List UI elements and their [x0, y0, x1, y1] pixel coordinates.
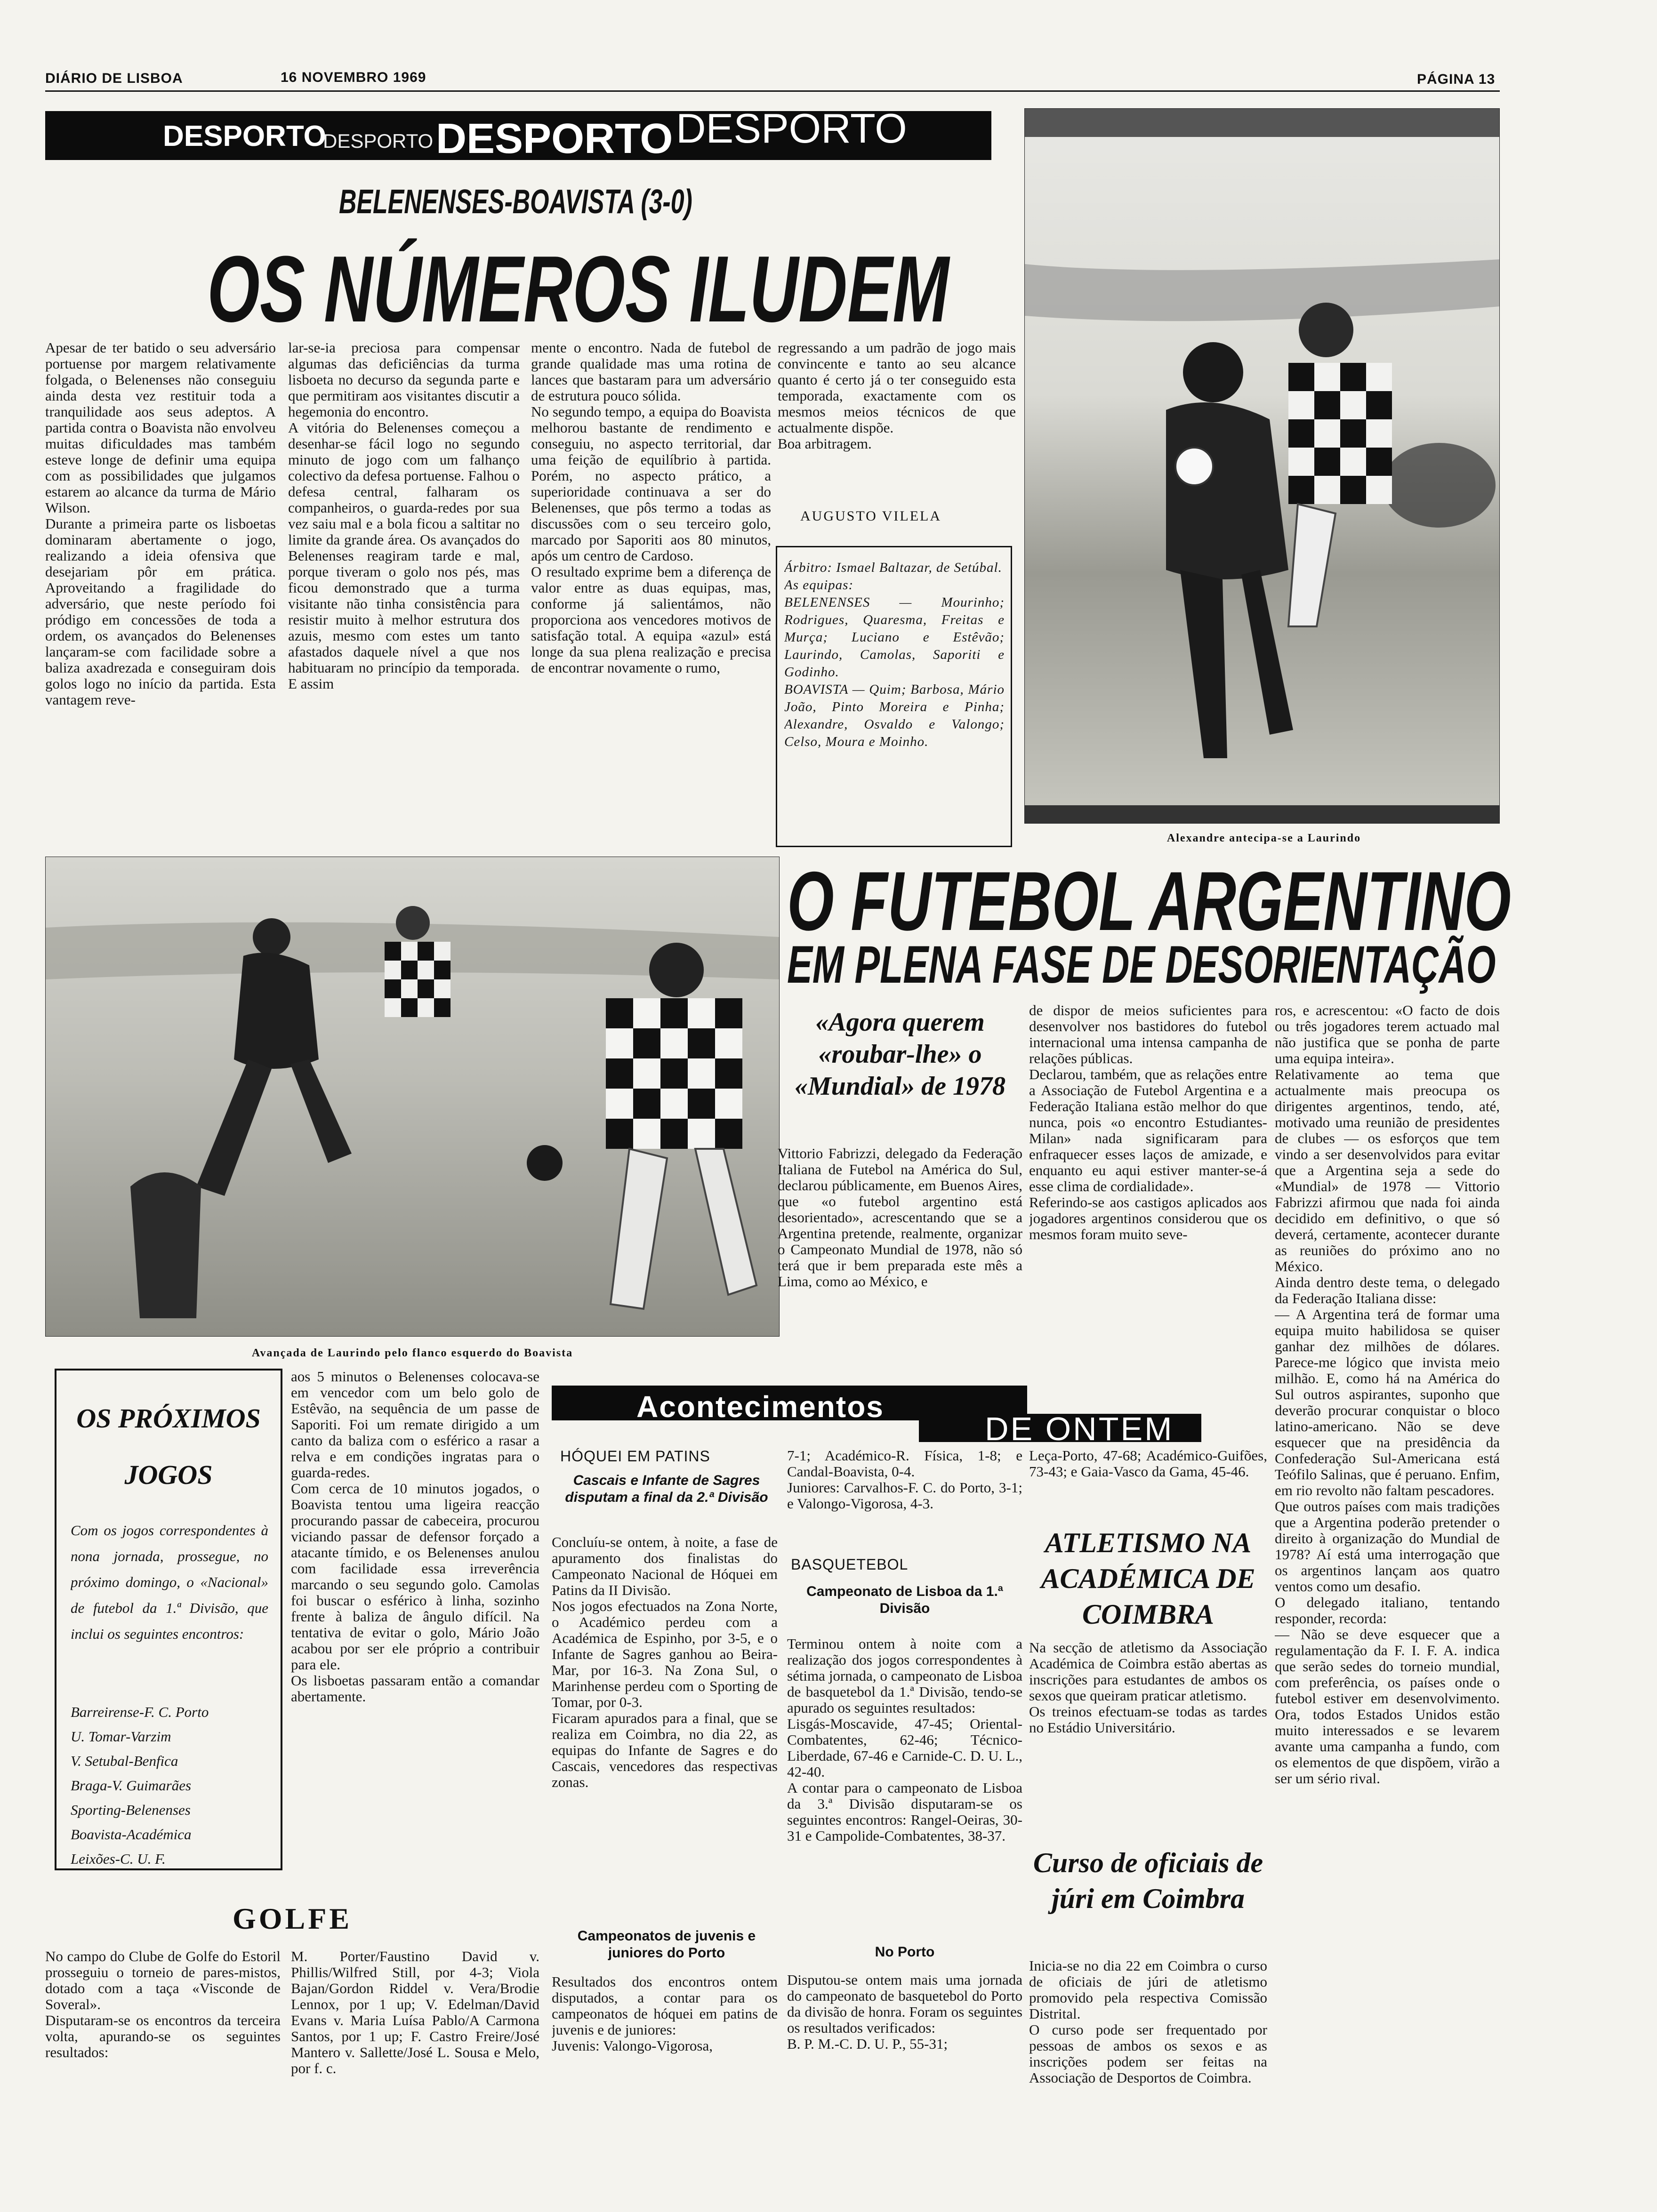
basquetebol-text: Terminou ontem à noite com a realização dos jogos correspondentes à sétima jornada, o campeonato de Lisboa de basquetebol da 1.ª Divisão, tendo-se apurado os seguintes resultados: Lisgás-Moscavide, 47-45; Oriental-Combatentes, 62-46; Técnico-Liberdade, 67-46 e Carnide-C. D. U. L., 42-40. A contar para o campeonato de Lisboa da 3.ª Divisão disputaram-se os seguintes encontros: Rangel-Oeiras, 30-31 e Campolide-Combatentes, 38-37. [787, 1636, 1022, 1844]
acontecimentos-banner [552, 1386, 1201, 1447]
banner-text-3: DESPORTO [436, 115, 673, 160]
masthead-page-number: PÁGINA 13 [1417, 72, 1496, 87]
article2-column-3: ros, e acrescentou: «O facto de dois ou três jogadores terem actuado mal não justifica que se ponha de parte uma equipa inteira». Relativamente ao tema que actualmente mais preocupa os dirigentes argentinos, tendo, até, motivado uma reunião de presidentes de clubes — os esforços que tem vindo a ser desenvolvidos para evitar que a Argentina seja a sede do «Mundial» de 1978 — Vittorio Fabrizzi afirmou que nada foi ainda decidido em definitivo, o que só deverá, certamente, acontecer durante as reuniões do próximo ano no México. Ainda dentro deste tema, o delegado da Federação Italiana disse: — A Argentina terá de formar uma equipa muito habilidosa se quiser ganhar dez milhões de dólares. Parece-me lógico que invista meio milhão. E, como há na América do Sul outros aspirantes, suponho que deverão procurar conquistar o bloco latino-americano. Não se deve esquecer que na presidência da Confederação Sul-Americana está Teófilo Salinas, que é peruano. Enfim, em rio revolto não faltam pescadores. Que outros países com mais tradições que a Argentina poderão pretender o direito à organização do Mundial de 1978? Aí está uma interrogação que os argentinos lançam aos quatro ventos como um desafio. O delegado italiano, tentando responder, recorda: — Não se deve esquecer que a regulamentação da F. I. F. A. indica que serão sedes do torneio mundial, com preferência, os países onde o futebol estiver em desenvolvimento. Ora, todos Estados Unidos estão muito interessados e se levarem avante uma campanha a fundo, com os elementos de que dispõem, virão a ser um sério rival. [1275, 1002, 1500, 1787]
masthead-rule [45, 90, 1500, 92]
proximos-intro: Com os jogos correspondentes à nona jornada, prossegue, no próximo domingo, o «Nacional» de futebol da 1.ª Divisão, que inclui os seguintes encontros: [71, 1522, 268, 1642]
golfe-title: GOLFE [232, 1902, 353, 1935]
article1-author: AUGUSTO VILELA [800, 508, 942, 524]
hoquei-text: Concluíu-se ontem, à noite, a fase de apuramento dos finalistas do Campeonato Nacional de Hóquei em Patins da II Divisão. Nos jogos efectuados na Zona Norte, o Académico perdeu com a Académica de Espinho, por 3-5, e o Infante de Sagres ganhou ao Beira-Mar, por 16-3. Na Zona Sul, o Marinhense perdeu com o Sporting de Tomar, por 0-3. Ficaram apurados para a final, que se realiza em Coimbra, no dia 22, as equipas do Infante de Sagres e do Cascais, vencedores das respectivas zonas. [552, 1534, 778, 1790]
article1-headline: OS NÚMEROS ILUDEM [207, 237, 949, 342]
basquetebol-section-title: BASQUETEBOL [791, 1556, 909, 1573]
game-item: Sporting-Belenenses [71, 1802, 191, 1818]
game-item: Barreirense-F. C. Porto [71, 1704, 209, 1720]
photo-match-illustration [46, 857, 780, 1337]
game-item: Braga-V. Guimarães [71, 1777, 192, 1794]
photo-laurindo-avancada [45, 857, 780, 1337]
basquetebol-subheadline: Campeonato de Lisboa da 1.ª Divisão [806, 1584, 1003, 1616]
banner-text-4: DESPORTO [676, 111, 907, 152]
acontecimentos-title: Acontecimentos [636, 1390, 884, 1424]
hoquei-subheadline: Cascais e Infante de Sagres disputam a final da 2.ª Divisão [565, 1473, 768, 1505]
banner-text-2: DESPORTO [323, 130, 434, 152]
game-item: V. Setubal-Benfica [71, 1753, 178, 1769]
proximos-title-1: OS PRÓXIMOS [76, 1403, 261, 1434]
article1-column-3: mente o encontro. Nada de futebol de grande qualidade mas uma rotina de lances que bastaram para um adversário de estrutura pouco sólida. No segundo tempo, a equipa do Boavista melhorou bastante de rendimento e conseguiu, no aspecto territorial, dar uma feição de equilíbrio à partida. Porém, no aspecto prático, a superioridade continuava a ser do Belenenses, que pôs termo a todas as discussões com o seu terceiro golo, marcado por Saporiti aos 80 minutos, após um centro de Cardoso. O resultado exprime bem a diferença de valor entre as duas equipas, mas, conforme já salientámos, não proporciona aos vencedores motivos de satisfação total. A equipa «azul» está longe da sua plena realização e precisa de encontrar novamente o rumo, [531, 340, 771, 676]
article1-kicker: BELENENSES-BOAVISTA (3-0) [339, 183, 692, 221]
checkered-shirt-left [385, 942, 450, 1017]
basquetebol-results-continued: Leça-Porto, 47-68; Académico-Guifões, 73-43; e Gaia-Vasco da Gama, 45-46. [1029, 1448, 1267, 1480]
photo-alexandre-laurindo [1024, 108, 1500, 824]
golfe-column-2: M. Porter/Faustino David v. Phillis/Wilfred Still, por 4-3; Viola Bajan/Gordon Riddel v. Vera/Brodie Lennox, por 1 up; V. Edelman/David Evans v. Maria Luísa Pablo/A Carmona Santos, por 1 up; F. Castro Freire/José Mantero v. Sallette/José L. Sousa e Melo, por f. c. [291, 1948, 539, 2076]
game-item: U. Tomar-Varzim [71, 1728, 171, 1745]
article1-continuation: aos 5 minutos o Belenenses colocava-se em vencedor com um belo golo de Estêvão, na sequência de um passe de Saporiti. Foi um remate dirigido a um canto da baliza com o esférico a rasar a relva e em condições ingratas para o guarda-redes. Com cerca de 10 minutos jogados, o Boavista tentou uma ligeira reacção procurando passar de cabeceira, procurou viciando passar de defensor forçado a atacante tímido, e os Belenenses anulou com facilidade essa irreverência marcando o seu segundo golo. Camolas foi buscar o esférico à linha, sozinho frente à baliza de ângulo difícil. Na tentativa de evitar o golo, Mário João acabou por ser ele próprio a contribuir para ele. Os lisboetas passaram então a comandar abertamente. [291, 1369, 539, 1705]
game-item: Leixões-C. U. F. [71, 1851, 166, 1867]
article2-column-1: Vittorio Fabrizzi, delegado da Federação Italiana de Futebol na América do Sul, declarou públicamente, em Buenos Aires, que «o futebol argentino está desorientado», acrescentando que se a Argentina pretende, realmente, organizar o Campeonato Mundial de 1978, não só terá que ir bem preparada este mês a Lima, como ao México, e [778, 1146, 1022, 1290]
checkered-shirt [1288, 363, 1392, 504]
caption-right-photo: Alexandre antecipa-se a Laurindo [1166, 832, 1361, 844]
juvenis-text: Resultados dos encontros ontem disputados, a contar para os campeonatos de hóquei em patins de juvenis e de juniores: Juvenis: Valongo-Vigorosa, [552, 1974, 778, 2054]
article2-column-2: de dispor de meios suficientes para desenvolver nos bastidores do futebol internacional uma intensa campanha de relações públicas. Declarou, também, que as relações entre a Associação de Futebol Argentina e a Federação Italiana estão melhor do que nunca, pois «o encontro Estudiantes-Milan» nada significaram para enfraquecer esses laços de amizade, e enquanto eu aqui estiver manter-se-á esse clima de cordialidade». Referindo-se aos castigos aplicados aos jogadores argentinos considerou que os mesmos foram muito seve- [1029, 1002, 1267, 1242]
porto-subheadline: No Porto [875, 1944, 935, 1960]
juvenis-subheadline: Campeonatos de juvenis e juniores do Porto [577, 1928, 756, 1961]
atletismo-text: Na secção de atletismo da Associação Académica de Coimbra estão abertas as inscrições para estudantes de ambos os sexos que queiram praticar atletismo. Os treinos efectuam-se todas as tardes no Estádio Universitário. [1029, 1640, 1267, 1736]
article2-headline-line1: O FUTEBOL ARGENTINO [787, 854, 1511, 948]
article1-column-1: Apesar de ter batido o seu adversário portuense por margem relativamente folgada, o Belenenses não conseguiu ainda desta vez restituir toda a tranquilidade aos seus adeptos. A partida contra o Boavista não envolveu muitas dificuldades mas também esteve longe de definir uma equipa com as possibilidades que julgamos estarem ao alcance da turma de Mário Wilson. Durante a primeira parte os lisboetas dominaram abertamente o jogo, realizando a ideia ofensiva que desejariam pôr em prática. Aproveitando a fragilidade do adversário, que neste período foi pródigo em concessões de toda a ordem, os avançados do Belenenses lançaram-se com facilidade sobre a baliza axadrezada e conseguiram dois golos logo no início da partida. Esta vantagem reve- [45, 340, 276, 708]
acontecimentos-subtitle: DE ONTEM [985, 1411, 1174, 1447]
proximos-games-list [71, 1700, 268, 1871]
hoquei-results-continued: 7-1; Académico-R. Física, 1-8; e Candal-Boavista, 0-4. Juniores: Carvalhos-F. C. do Porto, 3-1; e Valongo-Vigorosa, 4-3. [787, 1448, 1022, 1512]
masthead-paper-name: DIÁRIO DE LISBOA [45, 71, 183, 86]
proximos-title-2: JOGOS [124, 1459, 213, 1490]
porto-text: Disputou-se ontem mais uma jornada do campeonato de basquetebol do Porto da divisão de honra. Foram os seguintes os resultados verificados: B. P. M.-C. D. U. P., 55-31; [787, 1972, 1022, 2052]
curso-text: Inicia-se no dia 22 em Coimbra o curso de oficiais de júri de atletismo promovido pela respectiva Comissão Distrital. O curso pode ser frequentado por pessoas de ambos os sexos e as inscrições podem ser feitas na Associação de Desportos de Coimbra. [1029, 1958, 1267, 2086]
article1-column-4: regressando a um padrão de jogo mais convincente e tanto ao seu alcance quanto é certo já o ter conseguido esta temporada, exactamente com os mesmos meios técnicos de que actualmente dispõe. Boa arbitragem. [778, 340, 1016, 452]
atletismo-headline: ATLETISMO NA ACADÉMICA DE COIMBRA [1041, 1527, 1255, 1630]
article2-deck: «Agora querem «roubar-lhe» o «Mundial» de 1978 [794, 1008, 1006, 1101]
masthead-date: 16 NOVEMBRO 1969 [281, 70, 426, 85]
curso-headline: Curso de oficiais de júri em Coimbra [1033, 1847, 1263, 1914]
section-banner [45, 111, 991, 160]
article2-headline-line2: EM PLENA FASE DE DESORIENTAÇÃO [787, 935, 1496, 994]
checkered-shirt-right [606, 998, 742, 1149]
caption-left-photo: Avançada de Laurindo pelo flanco esquerdo do Boavista [251, 1347, 573, 1359]
lineup-text: Árbitro: Ismael Baltazar, de Setúbal. As equipas: BELENENSES — Mourinho; Rodrigues, Quaresma, Freitas e Murça; Luciano e Estêvão; Laurindo, Camolas, Saporiti e Godinho. BOAVISTA — Quim; Barbosa, Mário João, Pinto Moreira e Pinha; Alexandre, Osvaldo e Valongo; Celso, Moura e Moinho. [784, 560, 1005, 749]
golfe-column-1: No campo do Clube de Golfe do Estoril prosseguiu o torneio de pares-mistos, dotado com a taça «Visconde de Soveral». Disputaram-se os encontros da terceira volta, apurando-se os seguintes resultados: [45, 1948, 281, 2060]
article1-column-2: lar-se-ia preciosa para compensar algumas das deficiências da turma lisboeta no decurso da segunda parte e que permitiram aos visitantes discutir a hegemonia do encontro. A vitória do Belenenses começou a desenhar-se fácil logo no segundo minuto de jogo com um falhanço colectivo da defesa portuense. Falhou o defesa central, falharam os companheiros, o guarda-redes por sua vez saiu mal e a bola ficou a saltitar no limite da grande área. Os avançados do Belenenses reagiram tarde e mal, porque tiveram o golo nos pés, mas ficou demonstrado que a turma visitante não tinha consistência para resistir muito à melhor estrutura dos azuis, mesmo com estes um tanto afastados daquele nível a que nos habituaram no princípio da temporada. E assim [288, 340, 520, 692]
hoquei-section-title: HÓQUEI EM PATINS [560, 1448, 710, 1465]
game-item: Boavista-Académica [71, 1826, 192, 1843]
banner-text-1: DESPORTO [163, 120, 326, 152]
photo-players-illustration [1025, 109, 1500, 824]
